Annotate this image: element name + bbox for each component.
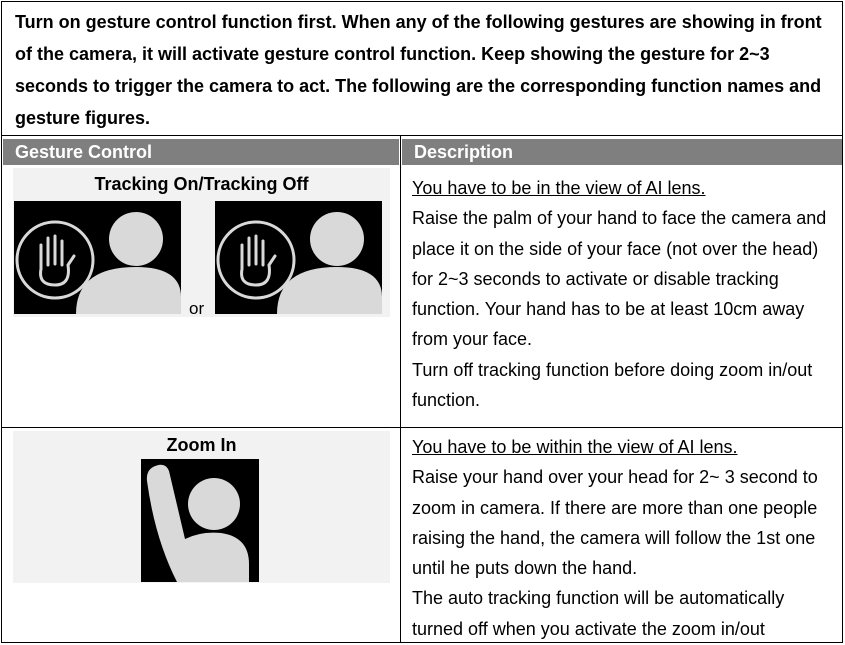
description-note: You have to be within the view of AI lens.	[412, 437, 738, 457]
row-divider	[1, 427, 843, 428]
header-description: Description	[402, 139, 842, 165]
palm-gesture-figure-alt	[215, 201, 382, 314]
gesture-description	[412, 432, 837, 644]
description-text: Raise the palm of your hand to face the camera and place it on the side of your face (not over the head) for 2~3 seconds to activate or disable tracking function. Your hand has to be at least 10cm away from your face.	[412, 208, 827, 350]
column-divider	[400, 135, 401, 643]
intro-paragraph: Turn on gesture control function first. When any of the following gestures are showing in front of the camera, it will activate gesture control function. Keep showing the gesture for 2~3 seconds to trigger the camera to act. The following are the corresponding function names and gesture figures.	[15, 12, 822, 128]
description-text: Turn off tracking function before doing zoom in/out function.	[412, 359, 813, 411]
table-top-border	[1, 135, 843, 136]
gesture-description	[412, 173, 837, 415]
palm-gesture-figure	[14, 201, 181, 314]
gesture-title: Zoom In	[166, 435, 237, 455]
description-text: Raise your hand over your head for 2~ 3 second to zoom in camera. If there are more than one people raising the hand, the camera will follow the 1st one until he puts down the hand.	[412, 467, 818, 579]
description-text: The auto tracking function will be automatically turned off when you activate the zoom in/out	[412, 588, 785, 639]
header-gesture-control: Gesture Control	[3, 139, 399, 165]
or-label: or	[189, 299, 205, 318]
description-note: You have to be in the view of AI lens.	[412, 178, 706, 198]
gesture-title: Tracking On/Tracking Off	[94, 174, 309, 194]
raised-hand-gesture-figure	[141, 459, 259, 582]
